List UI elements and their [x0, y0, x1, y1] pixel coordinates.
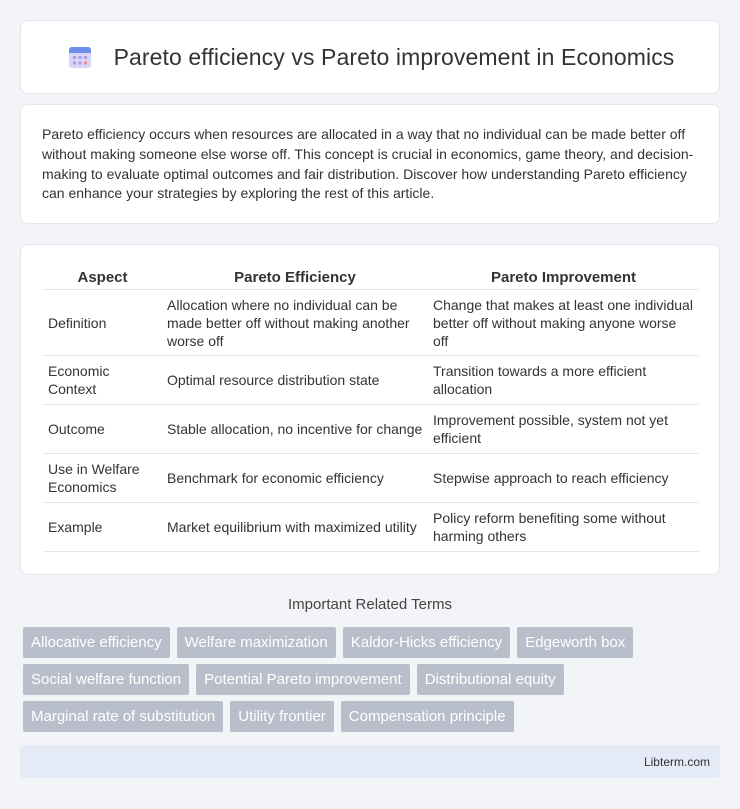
cell-efficiency: Stable allocation, no incentive for change — [162, 405, 428, 454]
tag-row — [23, 627, 723, 658]
intro-paragraph: Pareto efficiency occurs when resources are allocated in a way that no individual can be made better off without making someone else worse off. This concept is crucial in economics, game theory, and decision-making to evaluate optimal outcomes and fair distribution. Discover how understanding Pareto efficiency can enhance your strategies by exploring the rest of this article. — [42, 126, 694, 202]
cell-aspect: Use in Welfare Economics — [43, 454, 162, 503]
tag-allocative-efficiency[interactable]: Allocative efficiency — [23, 627, 170, 658]
cell-efficiency: Market equilibrium with maximized utility — [162, 503, 428, 552]
header-pareto-efficiency: Pareto Efficiency — [162, 265, 428, 290]
calendar-grid-icon — [66, 43, 94, 71]
table-row — [43, 454, 699, 503]
tag-edgeworth-box[interactable]: Edgeworth box — [517, 627, 633, 658]
table-header-row — [43, 265, 699, 290]
intro-card — [20, 104, 720, 224]
related-terms-tags — [23, 627, 723, 738]
header-card — [20, 20, 720, 94]
cell-aspect: Outcome — [43, 405, 162, 454]
footer-site-link[interactable]: Libterm.com — [643, 754, 710, 769]
cell-aspect: Example — [43, 503, 162, 552]
tag-utility-frontier[interactable]: Utility frontier — [230, 701, 334, 732]
cell-improvement: Policy reform benefiting some without harming others — [428, 503, 699, 552]
table-row — [43, 405, 699, 454]
header-aspect: Aspect — [43, 265, 162, 290]
tag-marginal-rate-of-substitution[interactable]: Marginal rate of substitution — [23, 701, 223, 732]
cell-improvement: Change that makes at least one individual better off without making anyone worse off — [428, 290, 699, 356]
cell-improvement: Improvement possible, system not yet efficient — [428, 405, 699, 454]
comparison-table — [43, 265, 699, 552]
tag-row — [23, 664, 723, 695]
table-row — [43, 356, 699, 405]
comparison-table-card — [20, 244, 720, 575]
table-row — [43, 290, 699, 356]
header — [66, 43, 675, 71]
cell-aspect: Definition — [43, 290, 162, 356]
cell-aspect: Economic Context — [43, 356, 162, 405]
cell-efficiency: Allocation where no individual can be made better off without making another worse off — [162, 290, 428, 356]
cell-efficiency: Optimal resource distribution state — [162, 356, 428, 405]
tag-distributional-equity[interactable]: Distributional equity — [417, 664, 564, 695]
tag-compensation-principle[interactable]: Compensation principle — [341, 701, 514, 732]
tag-social-welfare-function[interactable]: Social welfare function — [23, 664, 189, 695]
footer — [20, 745, 720, 778]
tag-welfare-maximization[interactable]: Welfare maximization — [177, 627, 336, 658]
related-terms-title: Important Related Terms — [288, 596, 452, 613]
table-row — [43, 503, 699, 552]
page-title: Pareto efficiency vs Pareto improvement in Economics — [113, 43, 675, 70]
tag-row — [23, 701, 723, 732]
tag-kaldor-hicks-efficiency[interactable]: Kaldor-Hicks efficiency — [343, 627, 510, 658]
cell-improvement: Transition towards a more efficient allocation — [428, 356, 699, 405]
cell-improvement: Stepwise approach to reach efficiency — [428, 454, 699, 503]
header-pareto-improvement: Pareto Improvement — [428, 265, 699, 290]
tag-potential-pareto-improvement[interactable]: Potential Pareto improvement — [196, 664, 410, 695]
cell-efficiency: Benchmark for economic efficiency — [162, 454, 428, 503]
